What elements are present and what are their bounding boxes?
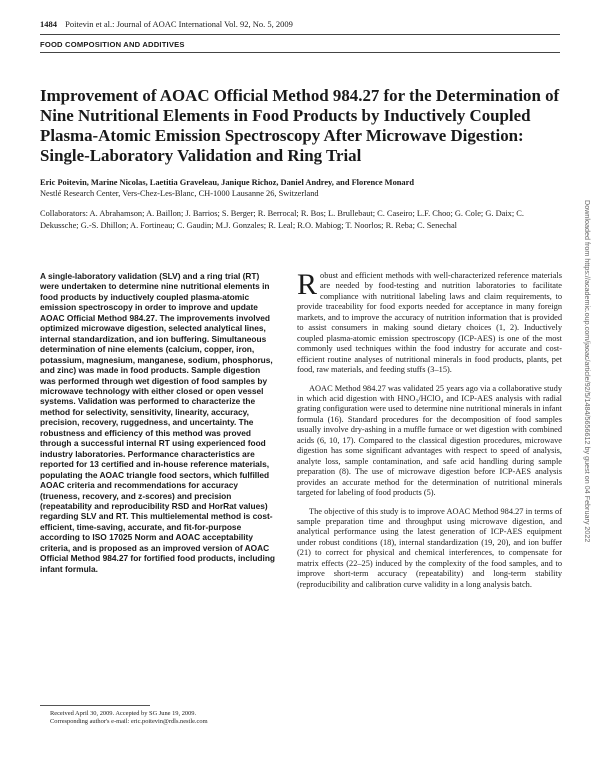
affiliation: Nestlé Research Center, Vers-Chez-Les-Blanc, CH-1000 Lausanne 26, Switzerland [40, 189, 319, 198]
download-watermark [583, 200, 593, 620]
page-number: 1484 [40, 19, 57, 29]
header-rule [40, 34, 560, 35]
running-title: Poitevin et al.: Journal of AOAC International Vol. 92, No. 5, 2009 [65, 19, 293, 29]
author-list: Eric Poitevin, Marine Nicolas, Laetitia Graveleau, Janique Richoz, Daniel Andrey, and Florence Monard [40, 178, 414, 187]
corresponding-author-note: Corresponding author's e-mail: eric.poitevin@rdls.nestle.com [50, 718, 208, 725]
footnote-rule [40, 705, 150, 706]
drop-cap: R [297, 268, 318, 301]
running-head [40, 19, 293, 29]
article-title: Improvement of AOAC Official Method 984.27 for the Determination of Nine Nutritional Elements in Food Products by Inductively Coupled Plasma-Atomic Emission Spectroscopy After Microwave Digestion: Single-Laboratory Validation and Ring Trial [40, 86, 560, 165]
body-text [297, 268, 562, 590]
body-paragraph-3: The objective of this study is to improve AOAC Method 984.27 in terms of sample preparation time and throughput using microwave digestion, and analytical performance using the latest generation of ICP-AES equipment under robust conditions (18), internal standardization (19, 20), and ion buffer (21) to correct for physical and chemical interferences, to compensate for matrix effects (22–25) induced by the complexity of the food samples, and to improve short-term accuracy (repeatability) and long-term stability (reproducibility and calibration curve validity in a long analysis batch. [297, 506, 562, 589]
body-paragraph-1-text: obust and efficient methods with well-characterized reference materials are needed by food-testing and nutrition laboratories to facilitate compliance with nutritional labeling laws and claim requirements, to provide traceability for food exports needed for acceptance in many foreign markets, and to improve the accuracy of nutrition information that is provided to assist consumers in making sound dietary choices (1, 2). Inductively coupled plasma-atomic emission spectroscopy (ICP-AES) is one of the most commonly used techniques within the food industry for accurate and cost-efficient routine analyses of nutritional minerals in food products, plants, pet food, raw materials, and feeding stuffs (3–15). [297, 271, 562, 375]
section-rule [40, 52, 560, 53]
received-note: Received April 30, 2009. Accepted by SG June 19, 2009. [50, 710, 197, 717]
collaborators: Collaborators: A. Abrahamson; A. Baillon; J. Barrios; S. Berger; R. Berrocal; R. Bos; L. Brullebaut; C. Caseiro; L.F. Choo; G. Cole; G. Daix; C. Dekussche; G.-S. Dhillon; A. Fortineau; C. Gaudin; M.J. Gonzales; R. Leal; R.O. Mabiog; T. Noorlos; R. Reba; C. Senechal [40, 209, 524, 230]
section-label: FOOD COMPOSITION AND ADDITIVES [40, 40, 185, 49]
body-paragraph-2: AOAC Method 984.27 was validated 25 years ago via a collaborative study in which acid digestion with HNO₃/HClO₄ and ICP-AES analysis with radial grating configuration were used to determine nine nutritional minerals in infant formula (16). Standard procedures for the decomposition of food samples usually involve dry-ashing in a muffle furnace or wet digestion with combined acids (6, 10, 17). Compared to the classical digestion procedures, microwave digestion has some significant advantages with respect to speed of analysis, analyte loss, sample contamination, and safe acid handling during sample preparation (8). The use of microwave digestion before ICP-AES analysis provides an accurate method for the determination of nutritional minerals targeted for labeling of food products (5). [297, 383, 562, 498]
download-watermark-text: Downloaded from https://academic.oup.com/jaoac/article/92/5/1484/5656612 by guest on 04 February 2022 [583, 200, 592, 543]
abstract: A single-laboratory validation (SLV) and a ring trial (RT) were undertaken to determine nine nutritional elements in food products by inductively coupled plasma-atomic emission spectroscopy in order to improve and update AOAC Official Method 984.27. The improvements involved optimized microwave digestion, selected analytical lines, internal standardization, and ion buffering. Simultaneous determination of nine elements (calcium, copper, iron, potassium, magnesium, manganese, sodium, phosphorus, and zinc) was made in food products. Sample digestion was performed through wet digestion of food samples by microwave technology with either closed or open vessel systems. Validation was performed to characterize the method for selectivity, sensitivity, linearity, accuracy, precision, recovery, ruggedness, and uncertainty. The robustness and efficiency of this method was proved through a successful internal RT using experienced food industry laboratories. Performance characteristics are reported for 13 certified and in-house reference materials, populating the AOAC triangle food sectors, which fulfilled AOAC criteria and recommendations for accuracy (trueness, recovery, and z-scores) and precision (repeatability and reproducibility RSD and HorRat values) regarding SLV and RT. This multielemental method is cost-efficient, time-saving, accurate, and fit-for-purpose according to ISO 17025 Norm and AOAC acceptability criteria, and is proposed as an improved version of AOAC Official Method 984.27 for fortified food products, including infant formula. [40, 271, 276, 574]
body-paragraph-1 [297, 268, 562, 376]
